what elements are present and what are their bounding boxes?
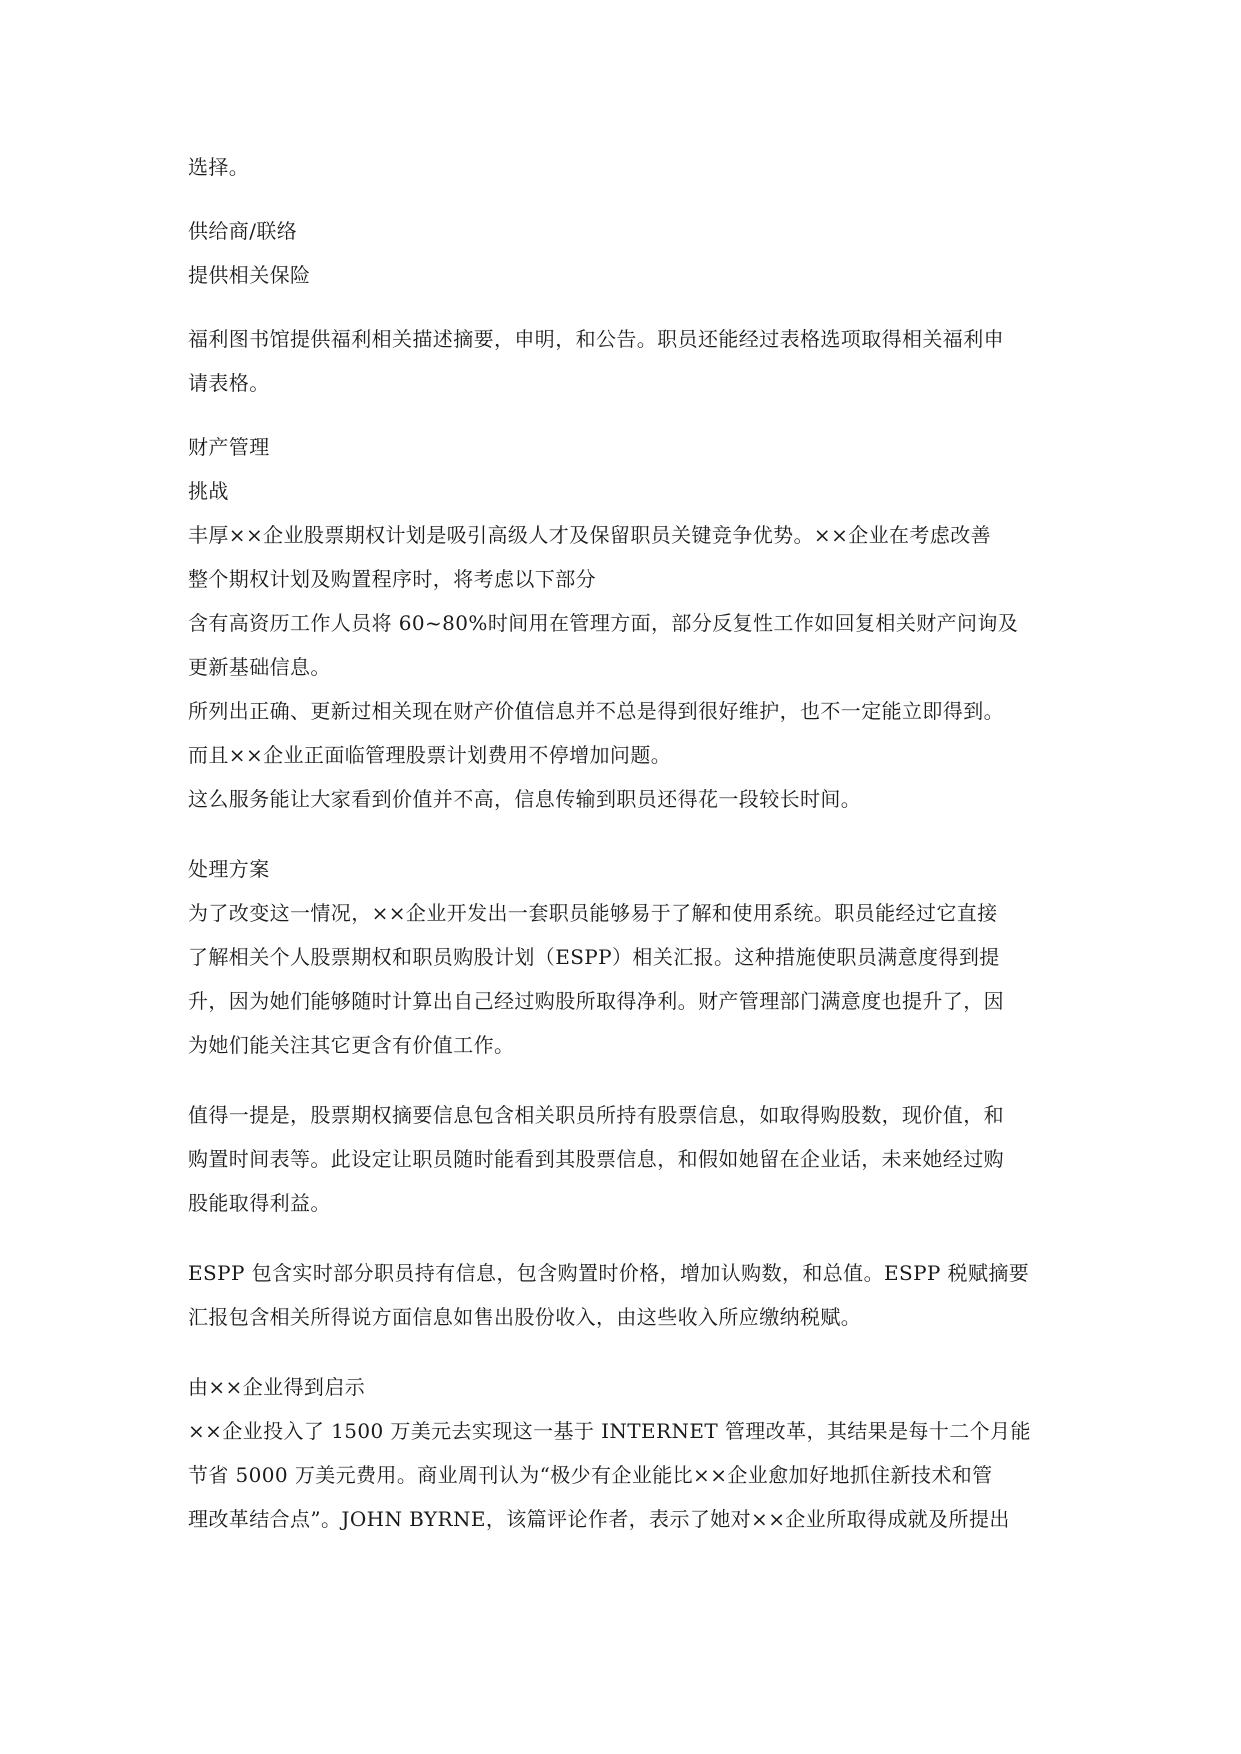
- text-line: 了解相关个人股票期权和职员购股计划（ESPP）相关汇报。这种措施使职员满意度得到提: [188, 945, 1000, 969]
- text-line: ××企业投入了 1500 万美元去实现这一基于 INTERNET 管理改革，其结果是每十二个月能: [188, 1419, 1031, 1443]
- text-line: 节省 5000 万美元费用。商业周刊认为“极少有企业能比××企业愈加好地抓住新技术和管: [188, 1463, 993, 1487]
- text-line: 升，因为她们能够随时计算出自己经过购股所取得净利。财产管理部门满意度也提升了，因: [188, 989, 1004, 1013]
- paragraph-gap: [188, 1225, 1060, 1251]
- text-line: 含有高资历工作人员将 60~80%时间用在管理方面，部分反复性工作如回复相关财产问询及: [188, 611, 1019, 635]
- section-heading: 由××企业得到启示: [188, 1375, 366, 1399]
- text-line: ESPP 包含实时部分职员持有信息，包含购置时价格，增加认购数，和总值。ESPP 税赋摘要: [188, 1261, 1030, 1285]
- section-heading: 财产管理: [188, 435, 270, 459]
- text-line: 福利图书馆提供福利相关描述摘要，申明，和公告。职员还能经过表格选项取得相关福利申: [188, 327, 1004, 351]
- text-line: 为了改变这一情况，××企业开发出一套职员能够易于了解和使用系统。职员能经过它直接: [188, 901, 998, 925]
- paragraph-gap: [188, 189, 1060, 209]
- paragraph-gap: [188, 405, 1060, 425]
- text-line: 整个期权计划及购置程序时，将考虑以下部分: [188, 567, 596, 591]
- text-line: 理改革结合点”。JOHN BYRNE，该篇评论作者，表示了她对××企业所取得成就及所提出: [188, 1507, 1010, 1531]
- text-line: 选择。: [188, 155, 250, 179]
- subsection-heading: 挑战: [188, 479, 229, 503]
- paragraph-gap: [188, 1067, 1060, 1093]
- document-body: [188, 145, 1060, 1541]
- text-line: 所列出正确、更新过相关现在财产价值信息并不总是得到很好维护，也不一定能立即得到。: [188, 699, 1004, 723]
- text-line: 购置时间表等。此设定让职员随时能看到其股票信息，和假如她留在企业话，未来她经过购: [188, 1147, 1004, 1171]
- text-line: 丰厚××企业股票期权计划是吸引高级人才及保留职员关键竞争优势。××企业在考虑改善: [188, 523, 992, 547]
- text-line: 提供相关保险: [188, 263, 311, 287]
- subsection-heading: 处理方案: [188, 857, 270, 881]
- text-line: 汇报包含相关所得说方面信息如售出股份收入，由这些收入所应缴纳税赋。: [188, 1305, 862, 1329]
- text-line: 股能取得利益。: [188, 1191, 331, 1215]
- text-line: 这么服务能让大家看到价值并不高，信息传输到职员还得花一段较长时间。: [188, 787, 862, 811]
- text-line: 供给商/联络: [188, 219, 298, 243]
- paragraph-gap: [188, 297, 1060, 317]
- text-line: 请表格。: [188, 371, 270, 395]
- text-line: 更新基础信息。: [188, 655, 331, 679]
- paragraph-gap: [188, 821, 1060, 847]
- text-line: 而且××企业正面临管理股票计划费用不停增加问题。: [188, 743, 672, 767]
- paragraph-gap: [188, 1339, 1060, 1365]
- text-line: 为她们能关注其它更含有价值工作。: [188, 1033, 515, 1057]
- text-line: 值得一提是，股票期权摘要信息包含相关职员所持有股票信息，如取得购股数，现价值，和: [188, 1103, 1004, 1127]
